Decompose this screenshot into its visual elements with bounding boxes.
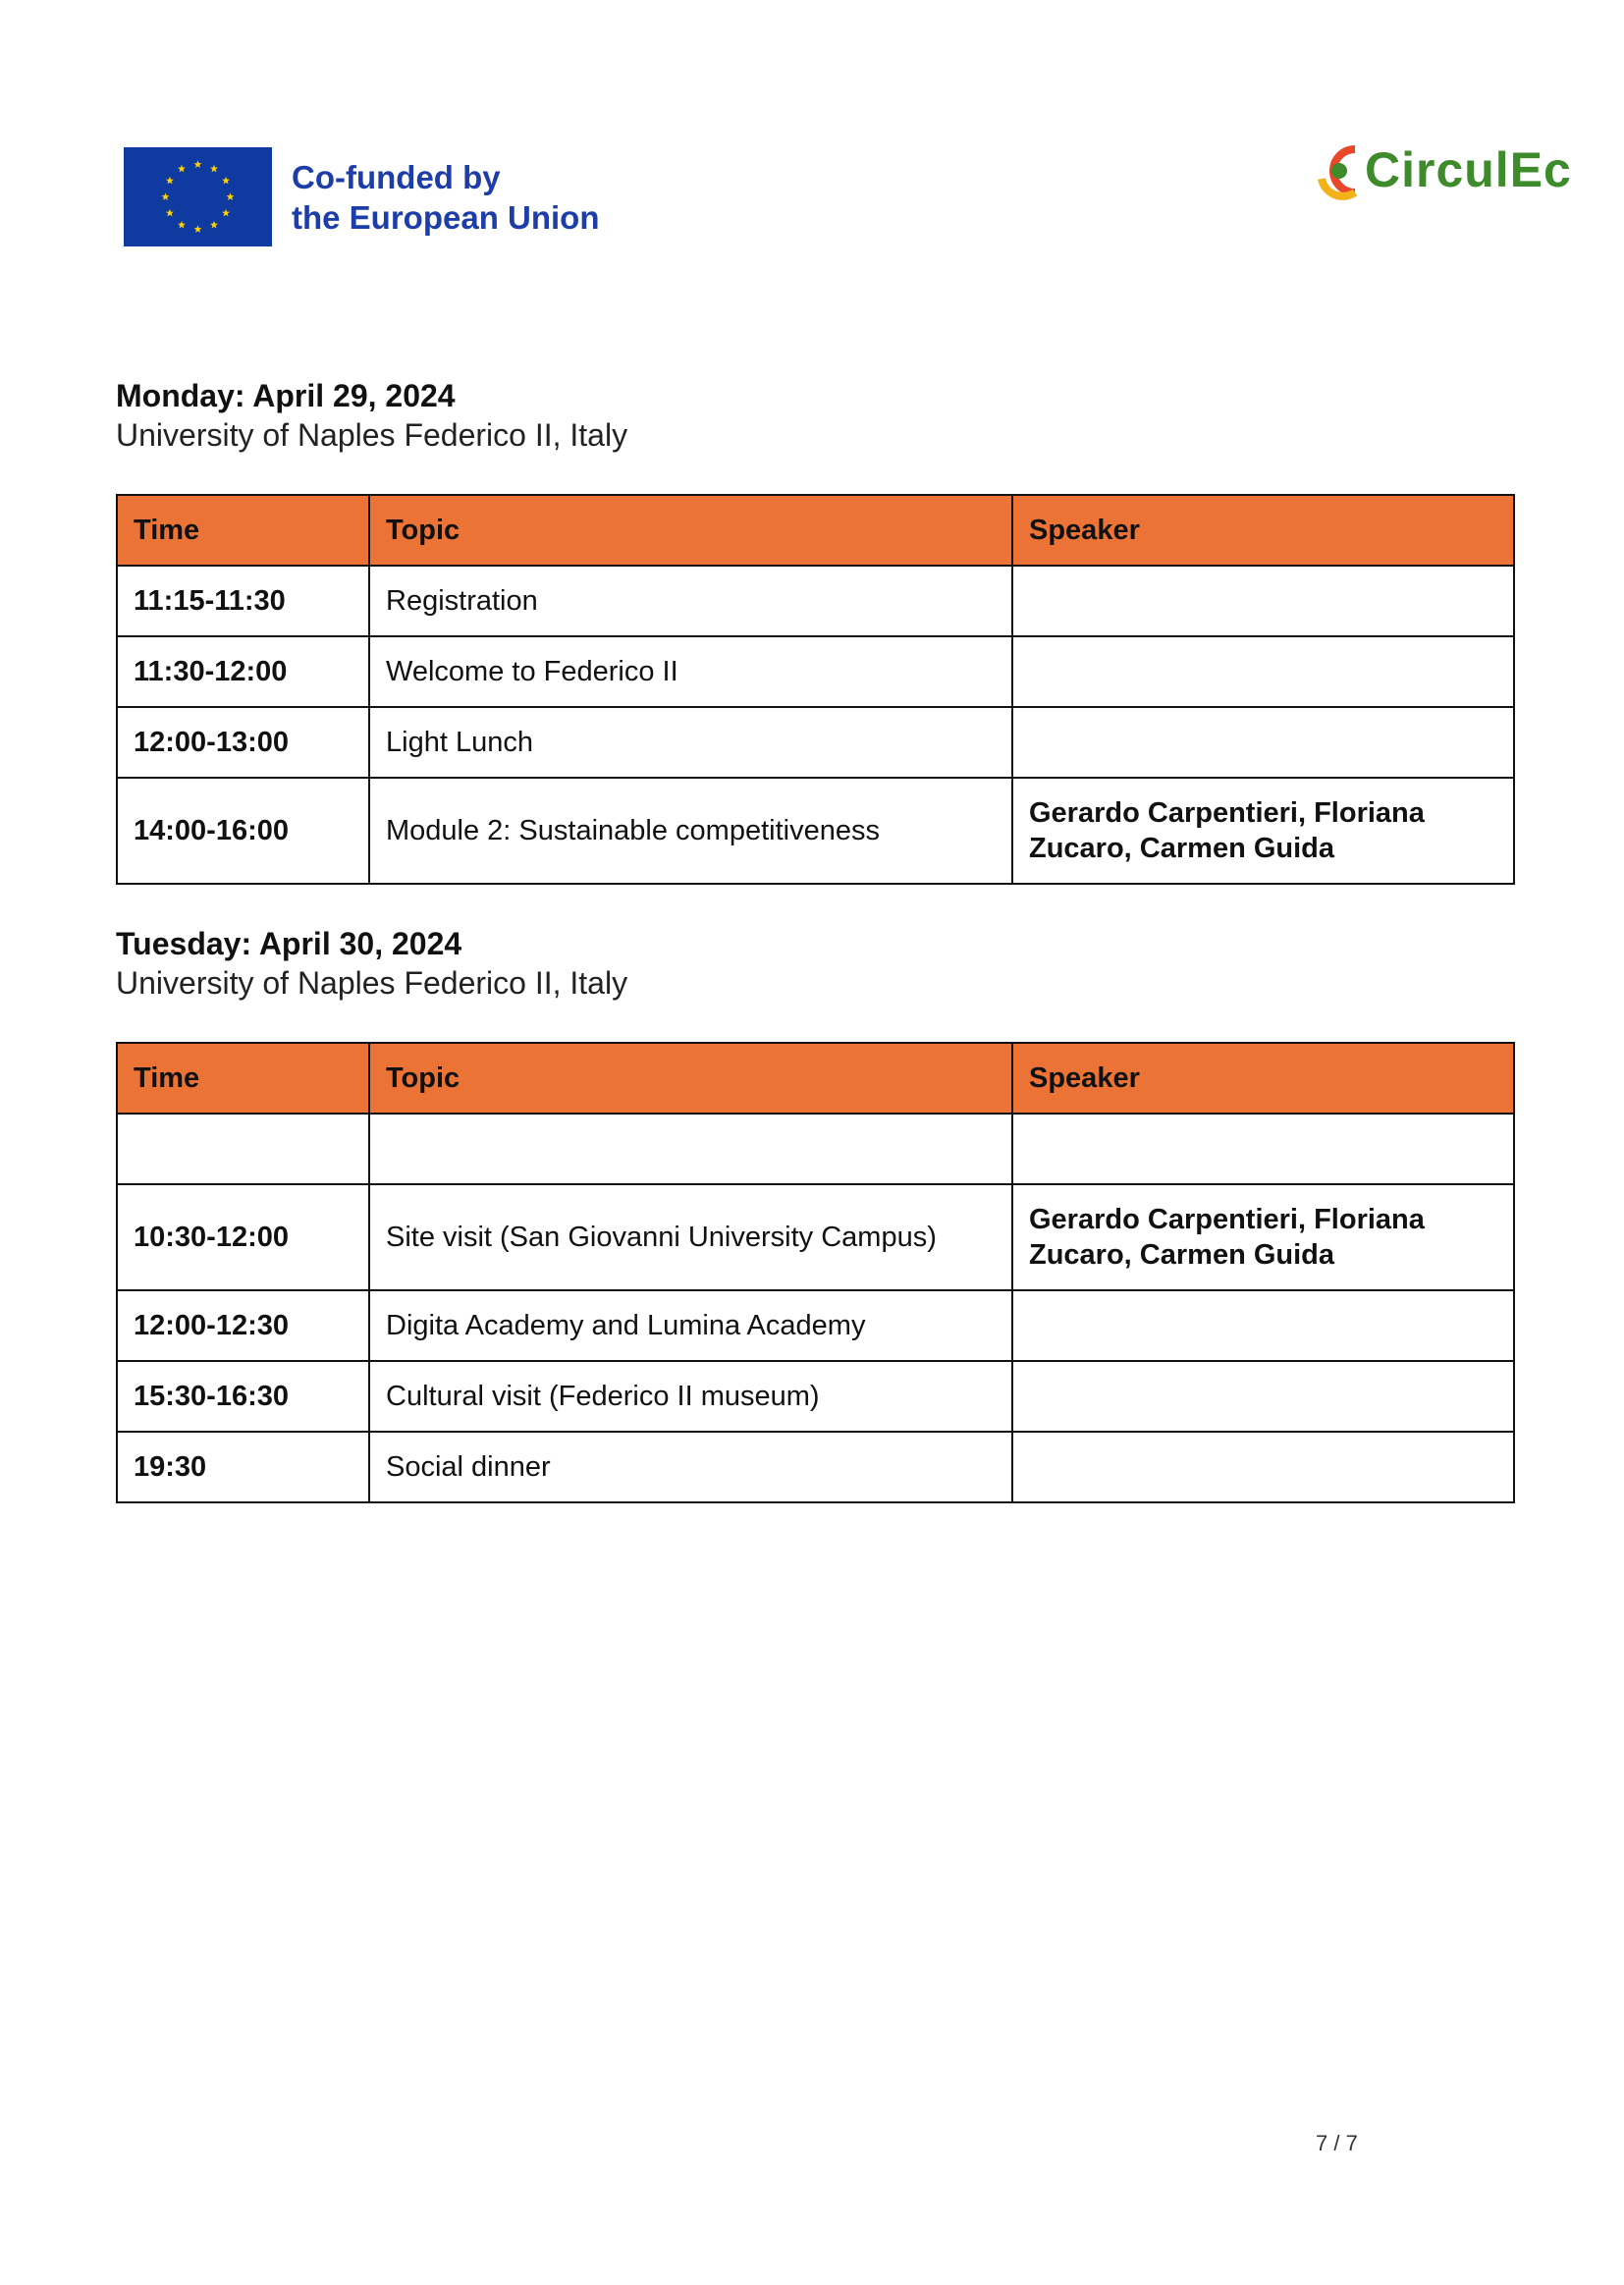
eu-line1: Co-funded by <box>292 158 501 195</box>
agenda-table-tuesday <box>116 1042 1515 1503</box>
day-location: University of Naples Federico II, Italy <box>116 417 628 453</box>
table-header-row <box>117 495 1514 566</box>
circulec-logo <box>1316 139 1572 200</box>
column-header-time: Time <box>117 1043 369 1114</box>
topic-cell: Registration <box>369 566 1012 636</box>
column-header-speaker: Speaker <box>1012 1043 1514 1114</box>
table-row <box>117 636 1514 707</box>
eu-star-icon <box>222 177 230 185</box>
topic-cell: Digita Academy and Lumina Academy <box>369 1290 1012 1361</box>
eu-star-icon <box>227 192 235 200</box>
eu-star-icon <box>210 221 218 229</box>
eu-flag-icon <box>124 147 272 246</box>
topic-cell <box>369 1114 1012 1184</box>
time-cell: 15:30-16:30 <box>117 1361 369 1432</box>
circulec-logo-icon <box>1316 139 1365 200</box>
time-cell: 11:30-12:00 <box>117 636 369 707</box>
eu-star-icon <box>178 221 186 229</box>
eu-cofunded-logo <box>124 147 600 246</box>
page-number: 7 / 7 <box>1316 2131 1358 2155</box>
speaker-cell <box>1012 1432 1514 1502</box>
speaker-cell: Gerardo Carpentieri, Floriana Zucaro, Carmen Guida <box>1012 1184 1514 1290</box>
time-cell: 19:30 <box>117 1432 369 1502</box>
speaker-cell <box>1012 1114 1514 1184</box>
time-cell: 14:00-16:00 <box>117 778 369 884</box>
time-cell: 12:00-12:30 <box>117 1290 369 1361</box>
time-cell: 12:00-13:00 <box>117 707 369 778</box>
table-row <box>117 1432 1514 1502</box>
eu-line2: the European Union <box>292 198 600 236</box>
topic-cell: Social dinner <box>369 1432 1012 1502</box>
eu-star-icon <box>166 177 174 185</box>
topic-cell: Module 2: Sustainable competitiveness <box>369 778 1012 884</box>
eu-cofunded-text <box>292 157 600 238</box>
table-row <box>117 707 1514 778</box>
topic-cell: Site visit (San Giovanni University Campus) <box>369 1184 1012 1290</box>
day-header-monday <box>116 376 627 455</box>
speaker-cell <box>1012 1290 1514 1361</box>
topic-cell: Welcome to Federico II <box>369 636 1012 707</box>
day-title: Monday: April 29, 2024 <box>116 378 456 413</box>
topic-cell: Cultural visit (Federico II museum) <box>369 1361 1012 1432</box>
table-row <box>117 1290 1514 1361</box>
table-header-row <box>117 1043 1514 1114</box>
speaker-cell <box>1012 1361 1514 1432</box>
speaker-cell <box>1012 636 1514 707</box>
time-cell: 10:30-12:00 <box>117 1184 369 1290</box>
time-cell: 11:15-11:30 <box>117 566 369 636</box>
table-row <box>117 1114 1514 1184</box>
topic-cell: Light Lunch <box>369 707 1012 778</box>
speaker-cell <box>1012 566 1514 636</box>
column-header-speaker: Speaker <box>1012 495 1514 566</box>
table-row <box>117 1361 1514 1432</box>
day-header-tuesday <box>116 924 627 1003</box>
eu-star-icon <box>194 225 202 233</box>
table-row <box>117 1184 1514 1290</box>
eu-star-icon <box>210 165 218 173</box>
day-location: University of Naples Federico II, Italy <box>116 965 628 1001</box>
column-header-topic: Topic <box>369 1043 1012 1114</box>
speaker-cell <box>1012 707 1514 778</box>
time-cell <box>117 1114 369 1184</box>
column-header-topic: Topic <box>369 495 1012 566</box>
table-row <box>117 778 1514 884</box>
table-row <box>117 566 1514 636</box>
circulec-logo-text: CirculEc <box>1365 142 1572 197</box>
eu-star-icon <box>194 160 202 168</box>
eu-star-icon <box>162 192 170 200</box>
day-title: Tuesday: April 30, 2024 <box>116 926 462 961</box>
eu-star-icon <box>222 209 230 217</box>
agenda-table-monday <box>116 494 1515 885</box>
eu-star-icon <box>178 165 186 173</box>
eu-star-icon <box>166 209 174 217</box>
column-header-time: Time <box>117 495 369 566</box>
speaker-cell: Gerardo Carpentieri, Floriana Zucaro, Carmen Guida <box>1012 778 1514 884</box>
